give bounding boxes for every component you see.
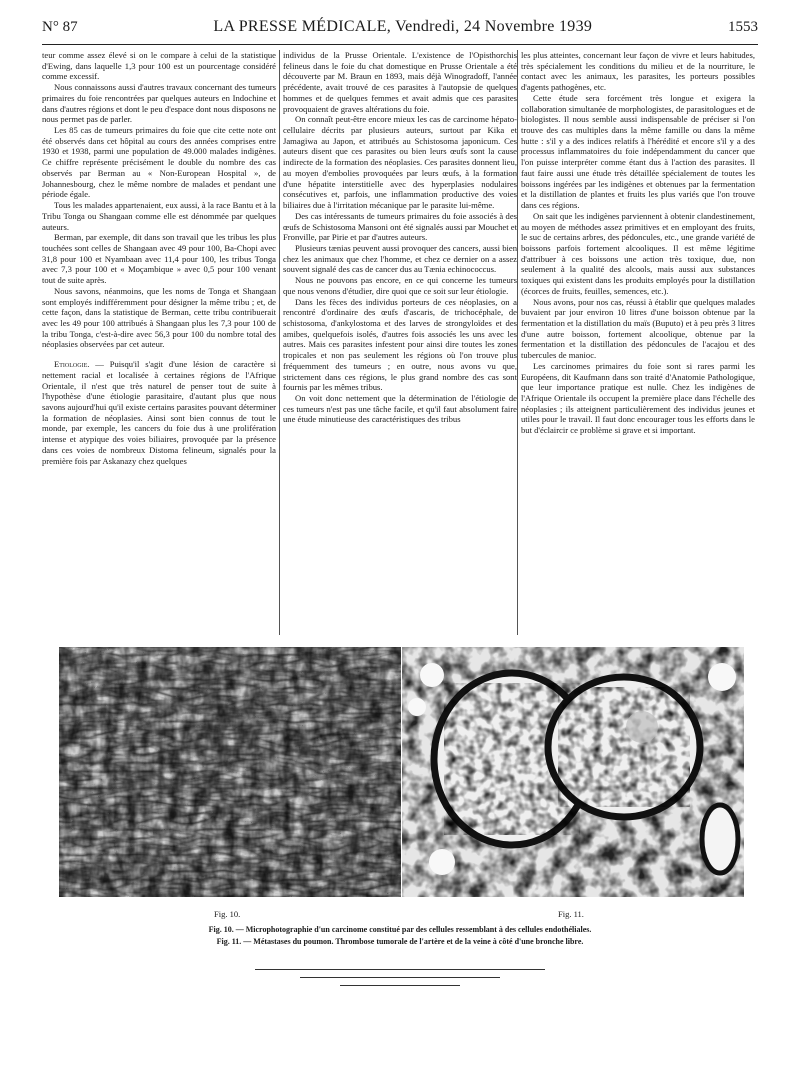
paragraph: teur comme assez élevé si on le compare à celui de la statistique d'Ewing, dans laquelle 1,3 pour 100 est un pourcentage considéré comme excessif. xyxy=(42,50,276,82)
figure-10-label: Fig. 10. xyxy=(214,909,241,919)
paragraph: Les carcinomes primaires du foie sont si rares parmi les Européens, dit Kaufmann dans son traité d'Anatomie Pathologique, que leur importance pratique est nulle. Chez les indigènes de l'Afrique Orientale ils occupent la première place dans l'échelle des néoplasies ; ils atteignent particulièrement des individus jeunes et utiles pour le travail. Il faut donc encourager tous les efforts dans le but d'éclaircir ce problème si grave et si important. xyxy=(521,360,755,436)
lung-metastases-image xyxy=(402,647,744,897)
paragraph: Berman, par exemple, dit dans son travail que les tribus les plus touchées sont celles de Shangaan avec 49 pour 100, Ba-Chopi avec 31,8 pour 100 et Nyambaan avec 11,4 pour 100, les tribus Tonga avec 7,3 pour 100 et « Moçambique » avec 0,5 pour 100 venant tout de suite après. xyxy=(42,232,276,286)
journal-title: LA PRESSE MÉDICALE, Vendredi, 24 Novembre 1939 xyxy=(213,18,593,35)
figure-captions xyxy=(60,924,740,948)
figure-11-micrograph xyxy=(402,647,744,897)
text-column-1 xyxy=(42,50,276,466)
paragraph: Les 85 cas de tumeurs primaires du foie que cite cette note ont été observés dans cet hôpital au cours des années comprises entre 1930 et 1938, parmi une population de 49.000 malades indigènes. Ce chiffre représente précisément le double du nombre des cas observés par Berman au « Non-European Hospital », de Johannesbourg, chez le même nombre de malades et pendant une période égale. xyxy=(42,125,276,200)
text-column-2 xyxy=(283,50,517,425)
paragraph: Nous ne pouvons pas encore, en ce qui concerne les tumeurs que nous venons d'étudier, dire quoi que ce soit sur leur étiologie. xyxy=(283,275,517,296)
paragraph: On connaît peut-être encore mieux les cas de carcinome hépato-cellulaire décrits par plusieurs auteurs, surtout par Kika et Jamagiwa au Japon, et attribués au Schistosoma japonicum. Ces auteurs disent que ces parasites ou bien leurs œufs sont la cause indirecte de la formation des néoplasies. Ces parasites donnent lieu, au moyen d'embolies provoquées par leurs œufs, à la formation d'une hépatite interstitielle avec des hyperplasies nodulaires consécutives et, parfois, une inflammation productive des voies biliaires due à l'irritation mécanique par le parasite lui-même. xyxy=(283,114,517,211)
bottom-rule xyxy=(340,985,460,986)
issue-number: N° 87 xyxy=(42,19,78,35)
paragraph: les plus atteintes, concernant leur façon de vivre et leurs habitudes, très spécialement les conditions du milieu et de la nourriture, le contact avec les animaux, les parasites, les porteurs possibles d'agents pathogènes, etc. xyxy=(521,50,755,93)
paragraph: Tous les malades appartenaient, eux aussi, à la race Bantu et à la Tribu Tonga ou Shangaan comme elle est dénommée par quelques auteurs. xyxy=(42,200,276,232)
paragraph: Nous savons, néanmoins, que les noms de Tonga et Shangaan sont employés indifféremment pour désigner la même tribu ; et, de cette façon, dans la statistique de Berman, cette tribu contribuerait avec les 49 pour 100 attribués à Shangaan plus les 7,3 pour 100 de la tribu Tonga, c'est-à-dire avec 56,3 pour 100 du nombre total des néoplasies observées par cet auteur. xyxy=(42,285,276,350)
bottom-rule xyxy=(300,977,500,978)
page-number: 1553 xyxy=(727,19,758,35)
header-rule xyxy=(42,44,758,45)
carcinoma-micrograph-image xyxy=(59,647,401,897)
paragraph: Nous connaissons aussi d'autres travaux concernant des tumeurs primaires du foie rencontrées par quelques auteurs en Indochine et dans d'autres régions et dont le peu d'espace dont nous disposons ne nous permet pas de parler. xyxy=(42,82,276,125)
text-column-3 xyxy=(521,50,755,436)
paragraph: Plusieurs tænias peuvent aussi provoquer des cancers, aussi bien chez les animaux que chez l'homme, et chez ce dernier on a assez souvent signalé des cas de cancer dus au Tænia echinococcus. xyxy=(283,242,517,275)
etiology-paragraph xyxy=(42,359,276,466)
paragraph: Nous avons, pour nos cas, réussi à établir que quelques malades buvaient par jour environ 10 litres d'une boisson obtenue par la fermentation et la distillation du maïs (Buputo) et à peu près 3 litres d'une autre boisson, fortement alcoolique, obtenue par la fermentation et la distillation des pédoncules de l'acajou et des tubercules de manioc. xyxy=(521,296,755,361)
bottom-rule xyxy=(255,969,545,970)
caption-figure-11: Fig. 11. — Métastases du poumon. Thrombose tumorale de l'artère et de la veine à côté d'une bronche libre. xyxy=(216,937,584,946)
paragraph: On voit donc nettement que la détermination de l'étiologie de ces tumeurs n'est pas une tâche facile, et qu'il faut absolument faire une étude minutieuse des caractéristiques des tribus xyxy=(283,393,517,425)
paragraph: Dans les fèces des individus porteurs de ces néoplasies, on a rencontré d'ordinaire des œufs d'ascaris, de trichocéphale, de schistosoma, d'ankylostoma et des larves de strongyloïdes et des amibes, quelquefois isolés, d'autres fois associés les uns avec les autres. Mais ces parasites infestent pour ainsi dire toutes les zones tropicales et non pas seulement les régions où l'on trouve plus fréquemment des tumeurs ; en outre, nous avons vu que, strictement dans ces régions, le plus grand nombre des cas sont fournis par les mêmes tribus. xyxy=(283,296,517,393)
section-heading-etiology: Etiologie. xyxy=(54,359,90,370)
paragraph-text: — Puisqu'il s'agit d'une lésion de caractère si nettement racial et localisée à certaines régions de l'Afrique Orientale, il n'est que très naturel de penser tout de suite à l'hypothèse d'une étiologie parasitaire, d'autant plus que nous savons aujourd'hui qu'il existe certains parasites pouvant déterminer la formation de néoplasies. Ainsi sont bien connus de tout le monde, par exemple, les cancers du foie dus à une prolifération intense et atypique des voies biliaires, provoquée par la présence dans ces voies de nombreux Distoma felineum, signalés pour la première fois par Askanazy chez quelques xyxy=(42,359,276,466)
paragraph: Des cas intéressants de tumeurs primaires du foie associés à des œufs de Schistosoma Mansoni ont été signalés aussi par Mouchet et Fronville, par Pirie et par d'autres auteurs. xyxy=(283,210,517,243)
paragraph: On sait que les indigènes parviennent à obtenir clandestinement, au moyen de méthodes assez primitives et en employant des fruits, le suc de certains arbres, des pédoncules, etc., une grande variété de boissons parfois fortement alcooliques. Il est même légitime d'attribuer à ces boissons une action très toxique, due, non seulement à la qualité des alcools, mais aussi aux substances toxiques qui existent dans les produits employés pour la distillation (écorces de fruits, feuilles, semences, etc.). xyxy=(521,210,755,296)
caption-figure-10: Fig. 10. — Microphotographie d'un carcinome constitué par des cellules ressemblant à des cellules endothéliales. xyxy=(208,925,592,934)
figure-11-label: Fig. 11. xyxy=(558,909,584,919)
column-divider xyxy=(279,50,280,635)
paragraph: Cette étude sera forcément très longue et exigera la collaboration simultanée de morphologistes, de parasitologues et de biologistes. Il nous semble aussi indispensable de préciser si l'on trouve des cas multiples dans la même famille ou dans la même hutte : s'il y a des indices relatifs à l'hérédité et encore s'il y a des processus inflammatoires du foie indépendamment du cancer que l'on puisse interpréter comme étant dus à l'action des parasites. Il faut faire aussi une étude très détaillée spécialement de toutes les boissons ingérées par les indigènes et obtenues par la fermentation et la distillation de plantes et fruits les plus variés que l'on trouve dans ces régions. xyxy=(521,92,755,211)
figure-10-micrograph xyxy=(59,647,401,897)
column-divider xyxy=(517,50,518,635)
paragraph: individus de la Prusse Orientale. L'existence de l'Opisthorchis felineus dans le foie du chat domestique en Prusse Orientale a été découverte par M. Braun en 1893, mais déjà Winogradoff, l'année précédente, avait trouvé de ces parasites à l'autopsie de quelques hommes et de quelques femmes et avait admis que ces parasites provoquaient de graves altérations du foie. xyxy=(283,50,517,114)
page-header xyxy=(42,18,758,40)
